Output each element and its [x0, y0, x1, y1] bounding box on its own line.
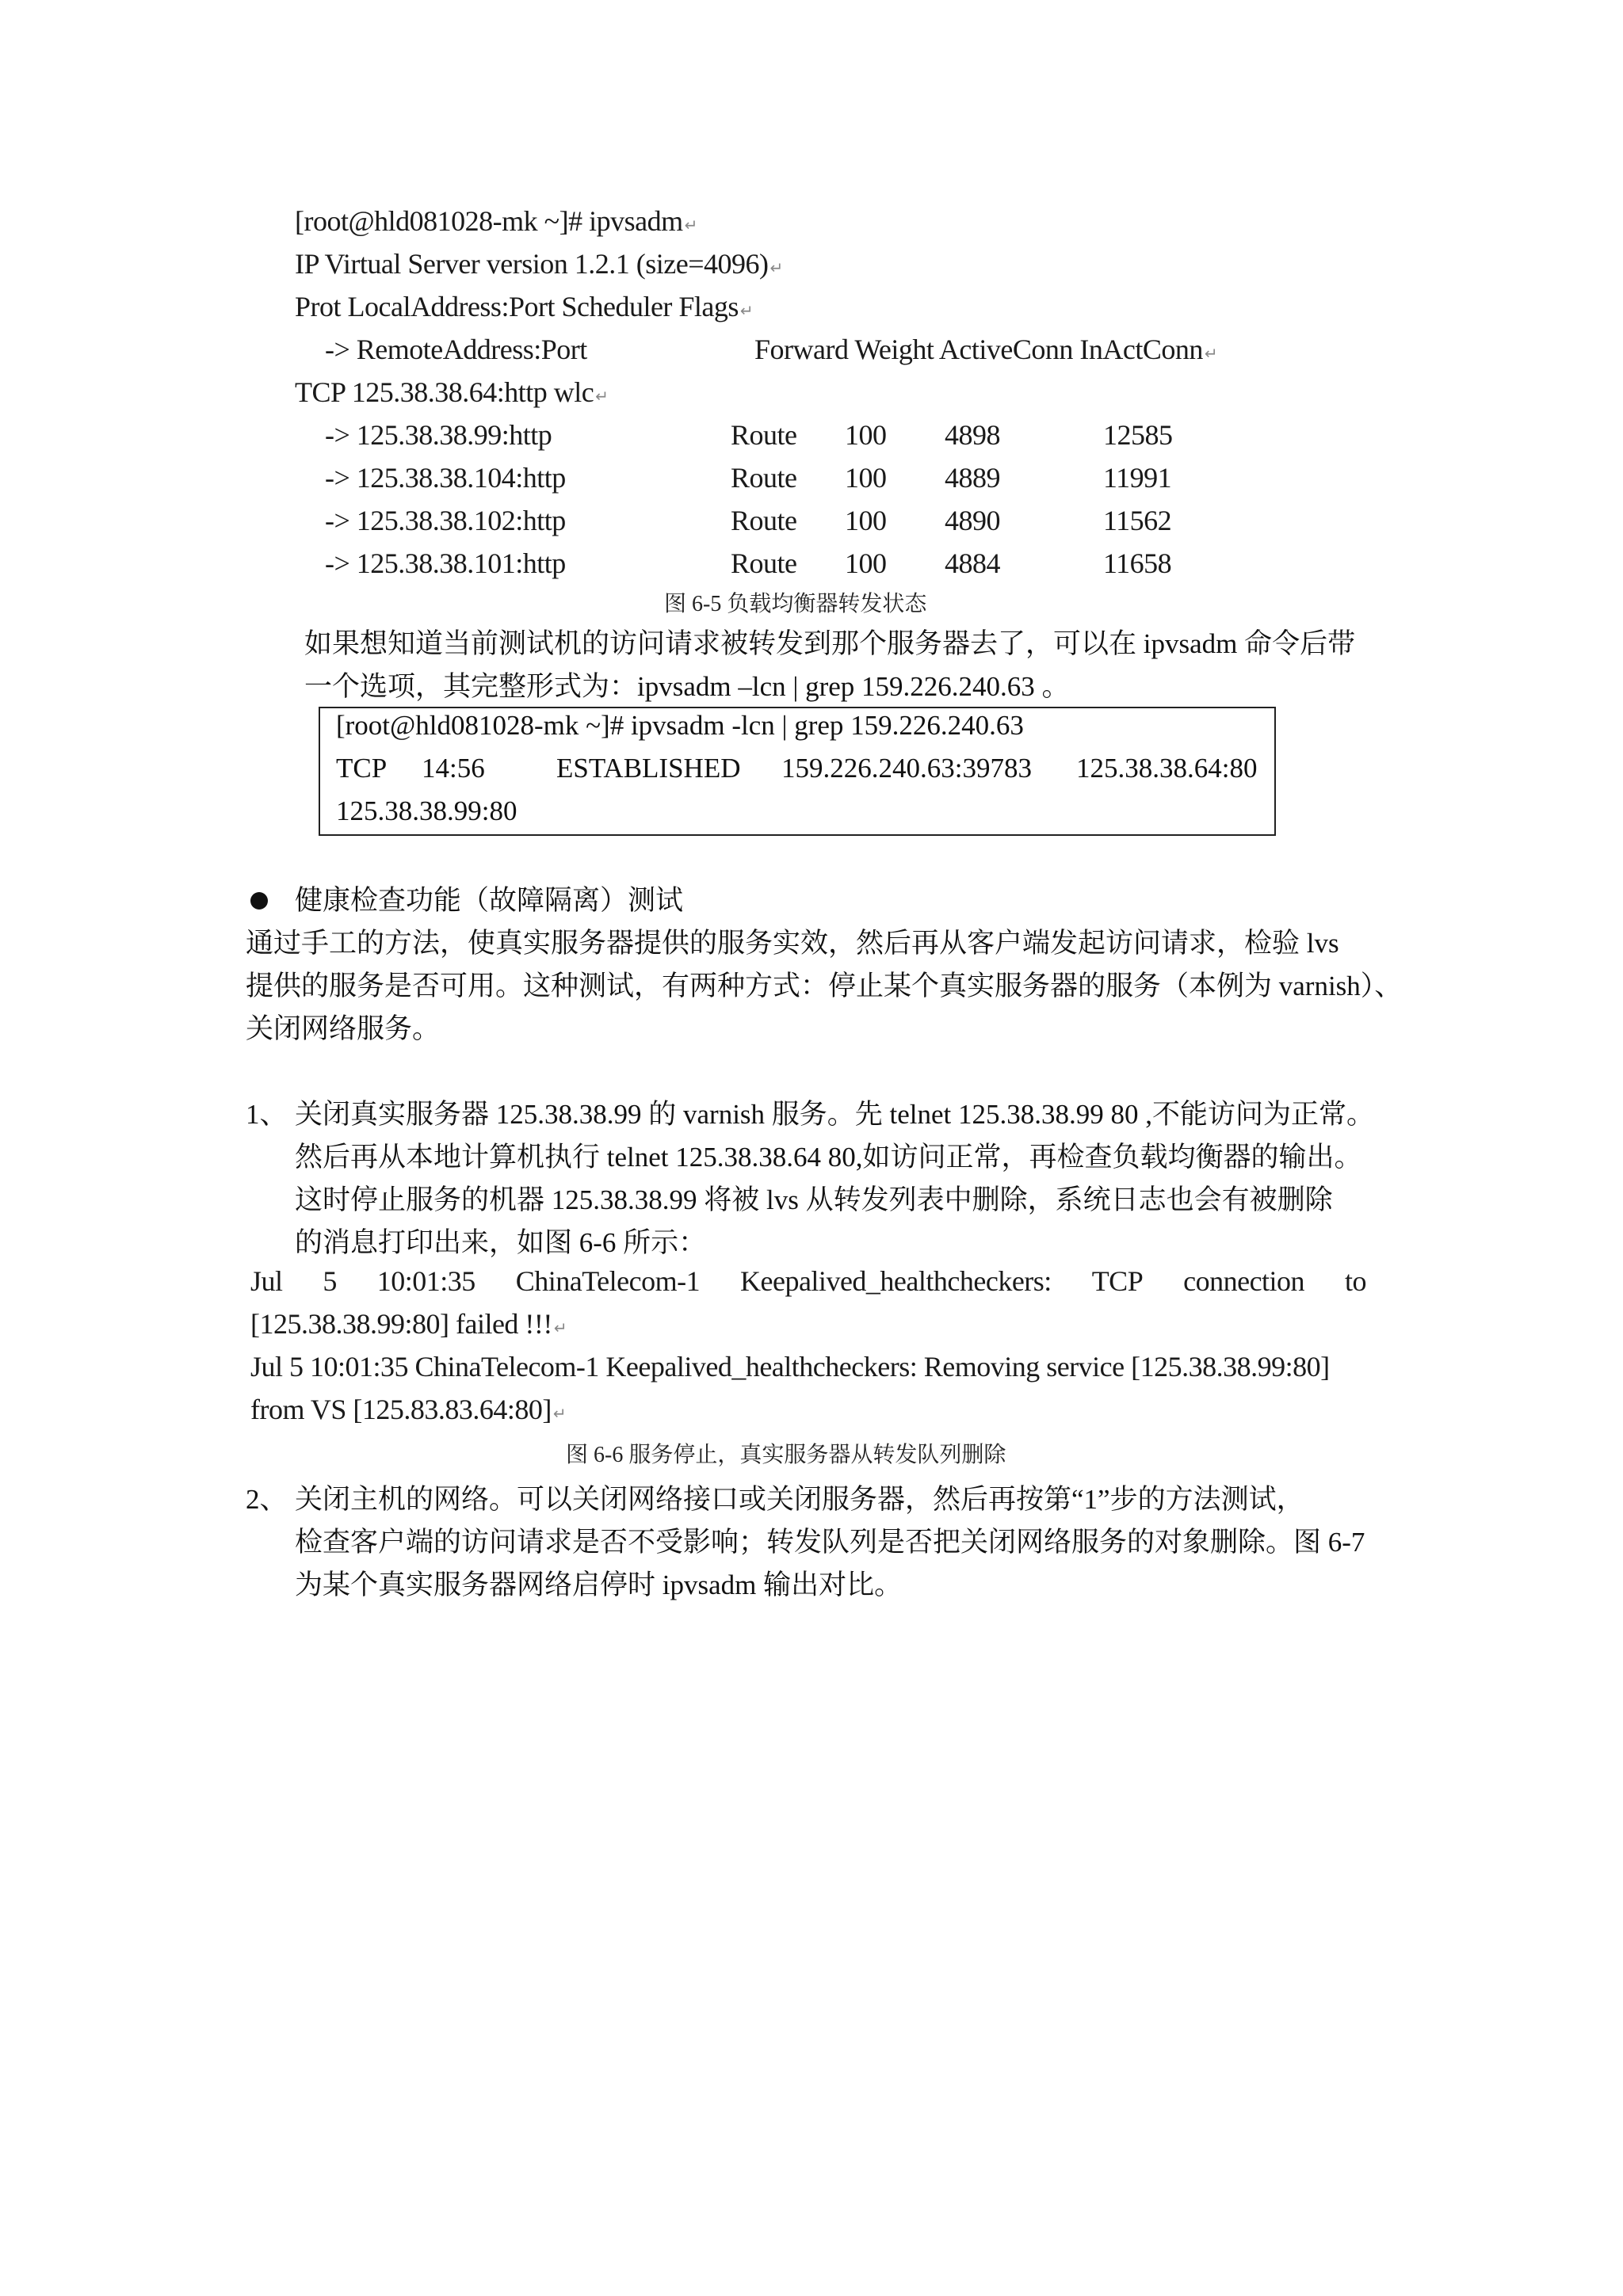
real-server-forward: Route [731, 505, 797, 536]
real-server-addr: -> 125.38.38.104:http [325, 462, 566, 494]
real-server-active-conn: 4884 [945, 547, 1000, 579]
real-server-forward: Route [731, 462, 797, 494]
box-destination-address: 125.38.38.99:80 [336, 795, 517, 826]
real-server-inact-conn: 11658 [1103, 547, 1172, 579]
real-server-active-conn: 4890 [945, 505, 1000, 536]
list-item-line: 为某个真实服务器网络启停时 ipvsadm 输出对比。 [295, 1569, 903, 1600]
paragraph-line: 通过手工的方法，使真实服务器提供的服务实效，然后再从客户端发起访问请求，检验 lvs [246, 928, 1339, 959]
real-server-weight: 100 [845, 462, 887, 494]
box-source-address: 159.226.240.63:39783 [781, 753, 1032, 784]
list-item-line: 关闭真实服务器 125.38.38.99 的 varnish 服务。先 telnet 125.38.38.99 80 ,不能访问为正常。 [295, 1099, 1375, 1130]
paragraph-line: 如果想知道当前测试机的访问请求被转发到那个服务器去了，可以在 ipvsadm 命令后带 [304, 628, 1356, 659]
paragraph-line: 提供的服务是否可用。这种测试，有两种方式：停止某个真实服务器的服务（本例为 varnish）、 [246, 971, 1403, 1001]
log-word: to [1344, 1265, 1366, 1297]
terminal-header-left: -> RemoteAddress:Port [325, 334, 587, 365]
real-server-weight: 100 [845, 505, 887, 536]
real-server-active-conn: 4889 [945, 462, 1000, 494]
bullet-icon [250, 892, 268, 910]
real-server-weight: 100 [845, 547, 887, 579]
real-server-addr: -> 125.38.38.101:http [325, 547, 566, 579]
terminal-prompt-line: [root@hld081028-mk ~]# ipvsadm ↵ [295, 205, 697, 237]
box-expire-time: 14:56 [422, 753, 485, 784]
real-server-inact-conn: 11562 [1103, 505, 1172, 536]
list-number: 1、 [246, 1099, 288, 1130]
box-protocol: TCP [336, 753, 388, 784]
real-server-addr: -> 125.38.38.99:http [325, 419, 552, 451]
real-server-addr: -> 125.38.38.102:http [325, 505, 566, 536]
real-server-weight: 100 [845, 419, 887, 451]
list-item-line: 然后再从本地计算机执行 telnet 125.38.38.64 80,如访问正常，再检查负载均衡器的输出。 [295, 1142, 1362, 1173]
command-output-box [319, 707, 1276, 836]
figure-6-6-caption: 图 6-6 服务停止，真实服务器从转发队列删除 [566, 1443, 1006, 1467]
real-server-active-conn: 4898 [945, 419, 1000, 451]
list-item-line: 关闭主机的网络。可以关闭网络接口或关闭服务器，然后再按第“1”步的方法测试， [295, 1484, 1304, 1515]
section-heading: 健康检查功能（故障隔离）测试 [295, 885, 684, 916]
box-command-line: [root@hld081028-mk ~]# ipvsadm -lcn | grep 159.226.240.63 [336, 710, 1024, 741]
log-word: Keepalived_healthcheckers: [740, 1265, 1052, 1297]
paragraph-line: 一个选项，其完整形式为：ipvsadm –lcn | grep 159.226.240.63 。 [304, 671, 1070, 702]
terminal-header-right: Forward Weight ActiveConn InActConn ↵ [754, 334, 1218, 365]
log-line-4: from VS [125.83.83.64:80] ↵ [250, 1394, 567, 1425]
list-item-line: 检查客户端的访问请求是否不受影响；转发队列是否把关闭网络服务的对象删除。图 6-7 [295, 1527, 1365, 1558]
log-line-1 [250, 1264, 1366, 1298]
list-item-line: 的消息打印出来，如图 6-6 所示： [295, 1227, 707, 1258]
terminal-version-line: IP Virtual Server version 1.2.1 (size=4096) ↵ [295, 248, 783, 280]
terminal-header-line-1: Prot LocalAddress:Port Scheduler Flags ↵ [295, 291, 754, 322]
log-line-2: [125.38.38.99:80] failed !!! ↵ [250, 1308, 567, 1340]
real-server-inact-conn: 11991 [1103, 462, 1172, 494]
log-word: ChinaTelecom-1 [515, 1265, 701, 1297]
terminal-virtual-service-line: TCP 125.38.38.64:http wlc ↵ [295, 376, 609, 408]
log-word: connection [1183, 1265, 1305, 1297]
box-virtual-address: 125.38.38.64:80 [1076, 753, 1258, 784]
real-server-forward: Route [731, 419, 797, 451]
figure-6-5-caption: 图 6-5 负载均衡器转发状态 [664, 592, 927, 616]
log-line-3: Jul 5 10:01:35 ChinaTelecom-1 Keepalived_healthcheckers: Removing service [125.38.38.99:80] [250, 1351, 1330, 1383]
list-item-line: 这时停止服务的机器 125.38.38.99 将被 lvs 从转发列表中删除，系统日志也会有被删除 [295, 1184, 1333, 1215]
log-word: TCP [1091, 1265, 1144, 1297]
box-state: ESTABLISHED [556, 753, 741, 784]
log-word: 5 [323, 1265, 337, 1297]
real-server-forward: Route [731, 547, 797, 579]
real-server-inact-conn: 12585 [1103, 419, 1173, 451]
list-number: 2、 [246, 1484, 288, 1515]
paragraph-line: 关闭网络服务。 [246, 1013, 441, 1044]
log-word: 10:01:35 [376, 1265, 475, 1297]
log-word: Jul [250, 1265, 283, 1297]
